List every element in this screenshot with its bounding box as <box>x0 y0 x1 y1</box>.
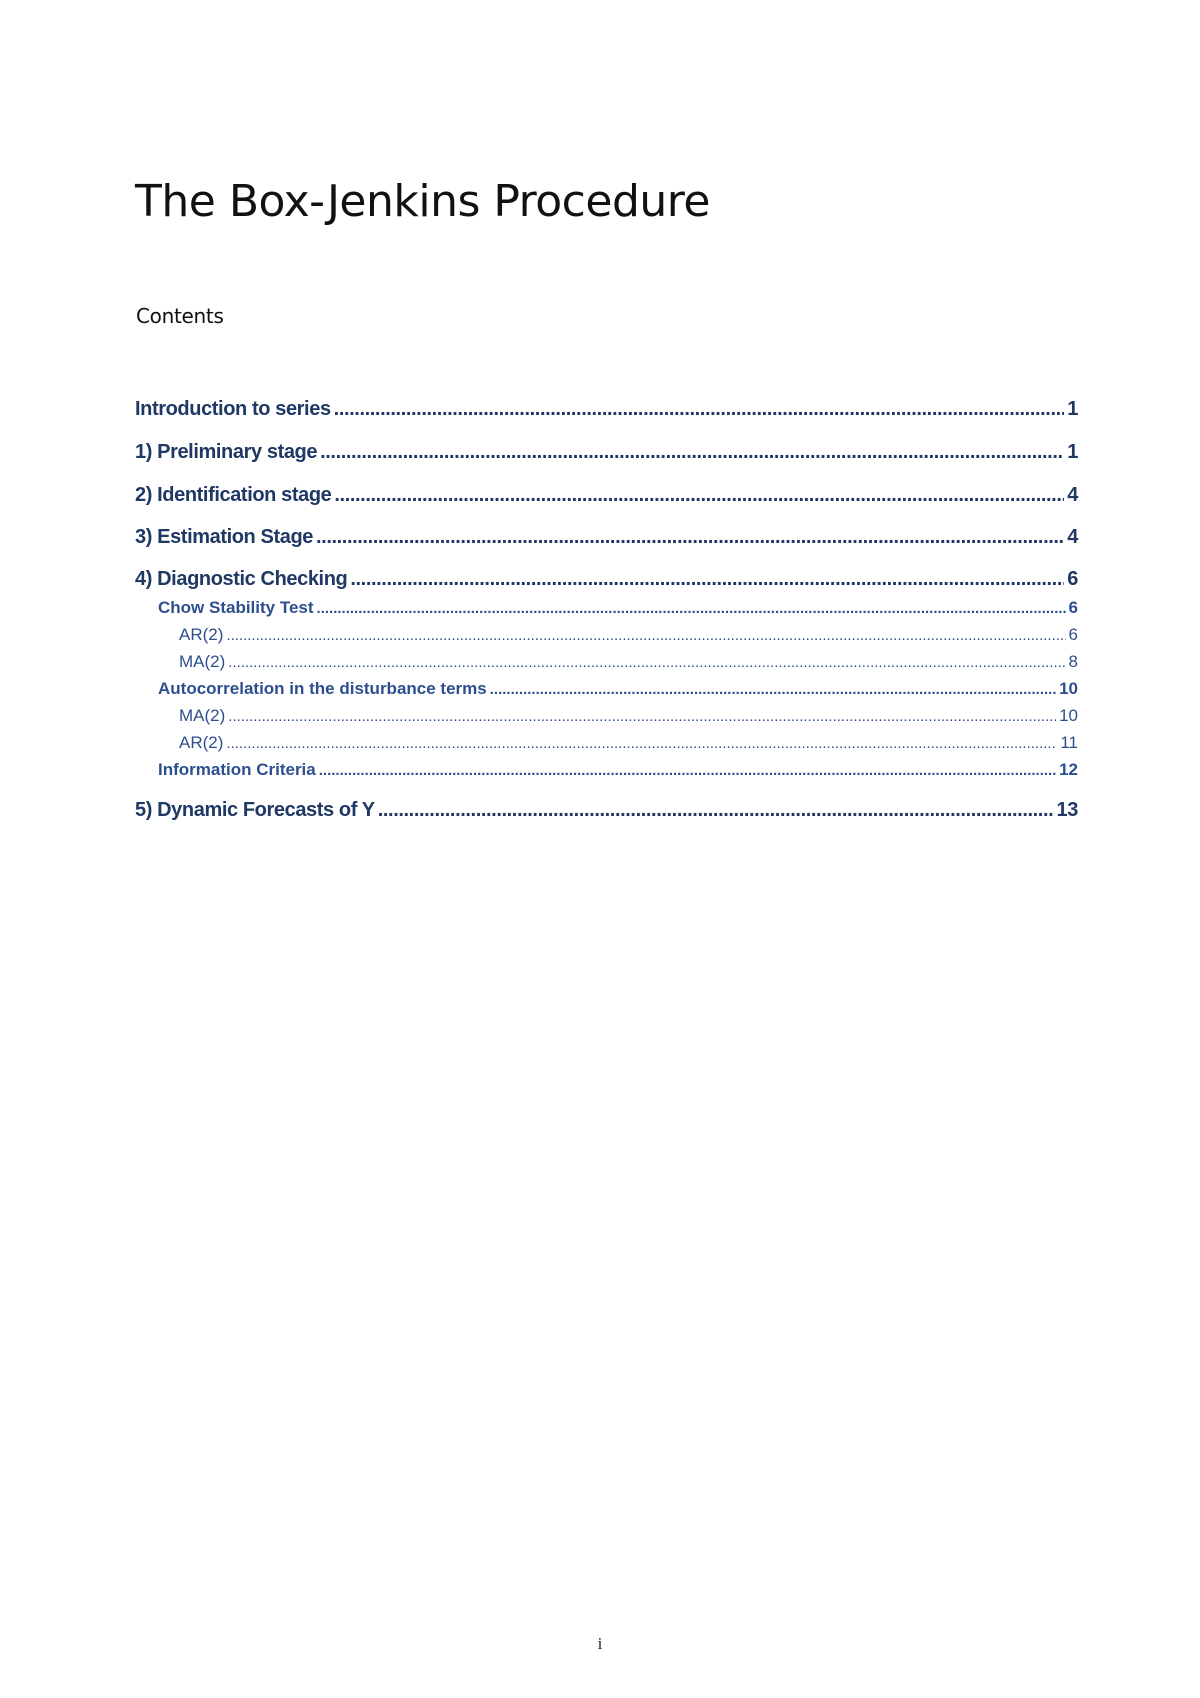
toc-entry-page: 11 <box>1060 733 1078 752</box>
toc-entry-introduction[interactable] <box>135 398 1078 421</box>
toc-entry-page: 10 <box>1059 679 1078 698</box>
toc-entry-preliminary-stage[interactable] <box>135 441 1078 464</box>
toc-entry-label: 5) Dynamic Forecasts of Y <box>135 799 375 821</box>
toc-entry-autocorrelation[interactable] <box>158 679 1078 699</box>
toc-dot-leader <box>228 708 1056 725</box>
toc-entry-label: MA(2) <box>179 706 226 725</box>
toc-entry-estimation-stage[interactable] <box>135 526 1078 549</box>
table-of-contents <box>135 0 1078 1698</box>
toc-entry-label: Chow Stability Test <box>158 598 314 617</box>
toc-entry-label: AR(2) <box>179 733 224 752</box>
toc-heading: Contents <box>136 304 224 328</box>
toc-entry-label: AR(2) <box>179 625 224 644</box>
toc-entry-page: 6 <box>1067 568 1078 590</box>
toc-entry-label: 3) Estimation Stage <box>135 526 313 548</box>
toc-dot-leader <box>319 762 1056 779</box>
toc-entry-label: 4) Diagnostic Checking <box>135 568 348 590</box>
toc-entry-autocorrelation-ar2[interactable] <box>179 733 1078 753</box>
toc-dot-leader <box>378 799 1054 822</box>
toc-entry-page: 4 <box>1067 484 1078 506</box>
toc-dot-leader <box>228 654 1065 671</box>
footer-page-number: i <box>597 1634 603 1653</box>
toc-entry-label: 1) Preliminary stage <box>135 441 318 463</box>
toc-dot-leader <box>490 681 1056 698</box>
toc-entry-page: 8 <box>1068 652 1078 671</box>
toc-entry-chow-ar2[interactable] <box>179 625 1078 645</box>
toc-entry-dynamic-forecasts[interactable] <box>135 799 1078 822</box>
toc-entry-page: 1 <box>1067 398 1078 420</box>
toc-entry-page: 6 <box>1068 598 1078 617</box>
toc-entry-page: 4 <box>1067 526 1078 548</box>
toc-entry-label: Autocorrelation in the disturbance terms <box>158 679 487 698</box>
toc-dot-leader <box>350 568 1064 591</box>
toc-dot-leader <box>320 441 1064 464</box>
toc-entry-page: 13 <box>1056 799 1078 821</box>
toc-entry-diagnostic-checking[interactable] <box>135 568 1078 591</box>
toc-entry-label: Introduction to series <box>135 398 331 420</box>
toc-entry-chow-stability-test[interactable] <box>158 598 1078 618</box>
toc-entry-page: 12 <box>1059 760 1078 779</box>
toc-entry-identification-stage[interactable] <box>135 484 1078 507</box>
toc-dot-leader <box>317 600 1066 617</box>
toc-entry-label: 2) Identification stage <box>135 484 332 506</box>
toc-dot-leader <box>334 484 1064 507</box>
toc-entry-label: MA(2) <box>179 652 226 671</box>
toc-entry-chow-ma2[interactable] <box>179 652 1078 672</box>
toc-entry-page: 10 <box>1059 706 1078 725</box>
toc-entry-page: 6 <box>1068 625 1078 644</box>
toc-entry-label: Information Criteria <box>158 760 316 779</box>
toc-entry-information-criteria[interactable] <box>158 760 1078 780</box>
document-title: The Box-Jenkins Procedure <box>135 176 710 227</box>
toc-entry-autocorrelation-ma2[interactable] <box>179 706 1078 726</box>
toc-entry-page: 1 <box>1067 441 1078 463</box>
toc-dot-leader <box>316 526 1064 549</box>
toc-dot-leader <box>226 627 1065 644</box>
toc-dot-leader <box>334 398 1065 421</box>
toc-dot-leader <box>226 735 1057 752</box>
